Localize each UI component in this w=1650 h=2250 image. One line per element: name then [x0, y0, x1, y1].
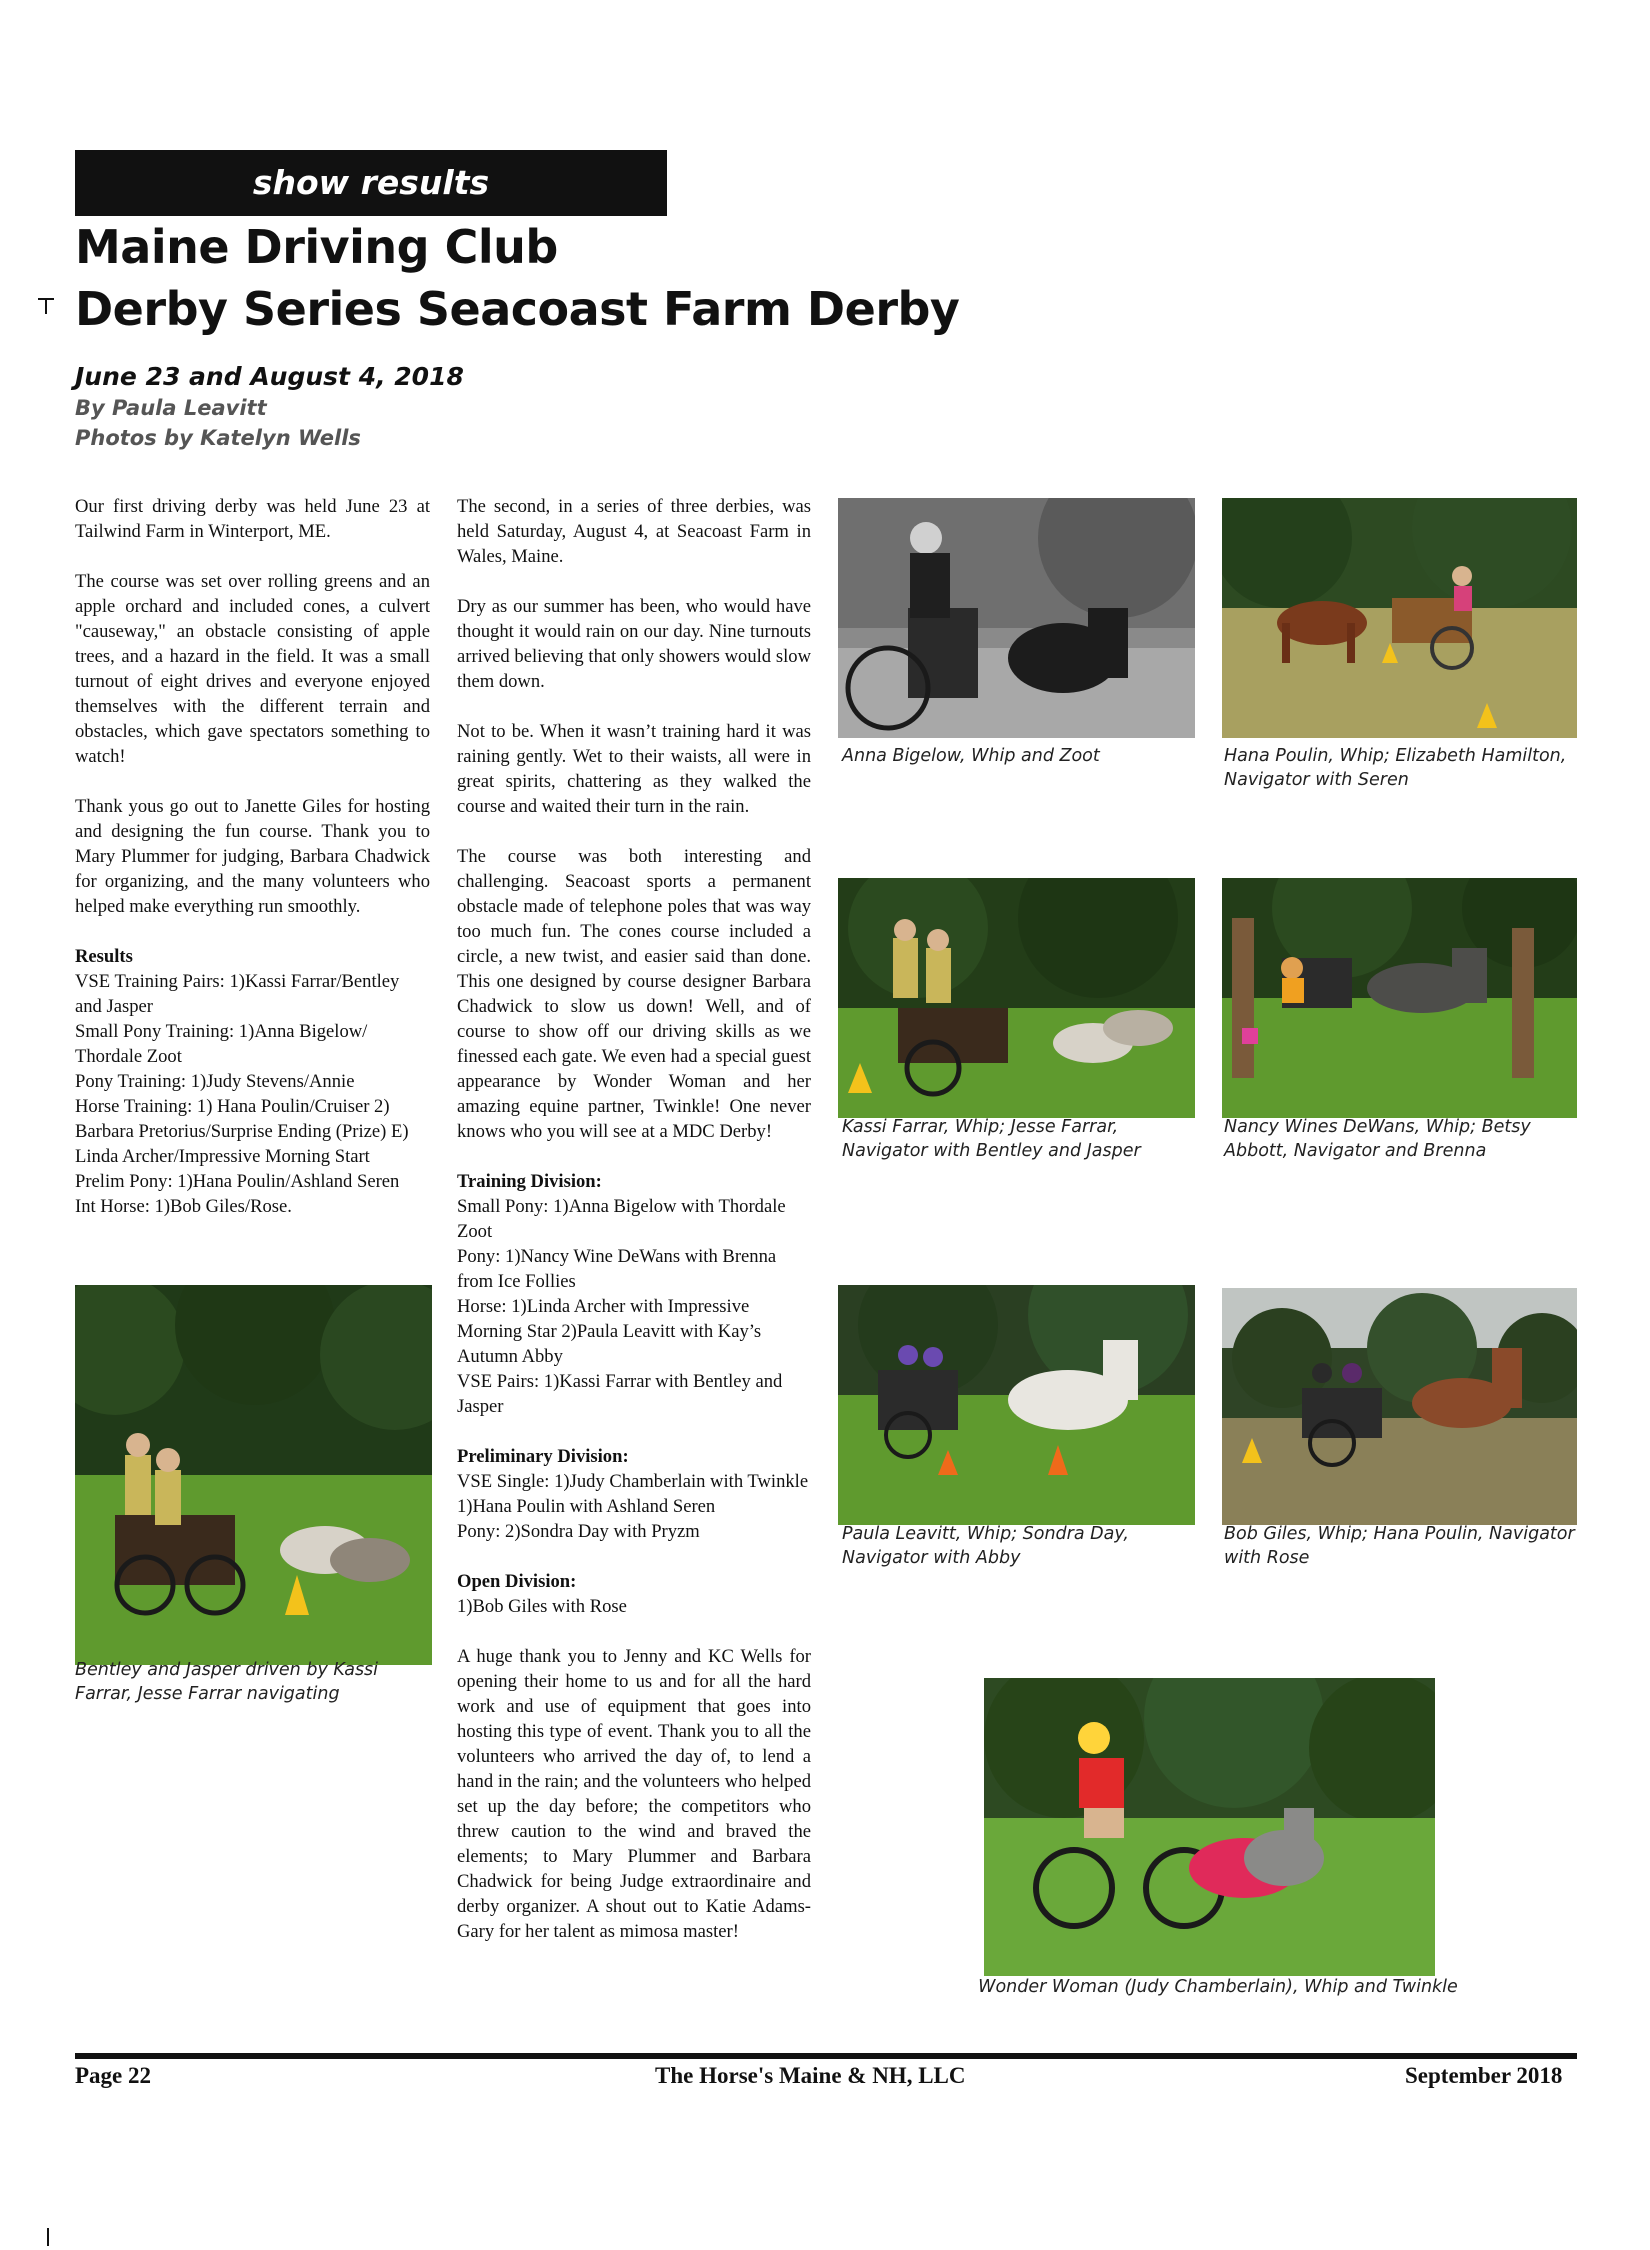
footer-rule: [75, 2053, 1577, 2059]
photo-nancy-dewans: [1222, 878, 1577, 1118]
paragraph: Thank yous go out to Janette Giles for hosting and designing the fun course. Thank you to Mary Plummer for judging, Barbara Chadwick for organizing, and the many volunteers who helped make everything run smoothly.: [75, 796, 430, 917]
photo-bentley-jasper: [75, 1285, 432, 1665]
dateline: June 23 and August 4, 2018: [75, 362, 464, 391]
open-division-heading: Open Division:: [457, 1571, 577, 1592]
article-column-1: [75, 494, 430, 1244]
preliminary-division-heading: Preliminary Division:: [457, 1446, 629, 1467]
paragraph: The course was both interesting and challenging. Seacoast sports a permanent obstacle made of telephone poles that was way too much fun. The cones course included a circle, a new twist, and easier said than done. This one designed by course designer Barbara Chadwick to slow us down! Well, and of course to show off our driving skills as we finessed each gate. We even had a special guest appearance by Wonder Woman and her amazing equine partner, Twinkle! One never knows who you will see at a MDC Derby!: [457, 846, 811, 1142]
paragraph: Dry as our summer has been, who would have thought it would rain on our day. Nine turnouts arrived believing that only showers would slow them down.: [457, 596, 811, 692]
publication-name: The Horse's Maine & NH, LLC: [655, 2063, 966, 2088]
byline: By Paula Leavitt: [75, 396, 267, 420]
training-division-heading: Training Division:: [457, 1171, 602, 1192]
photo-caption: Hana Poulin, Whip; Elizabeth Hamilton, Navigator with Seren: [1224, 746, 1567, 790]
paragraph: The second, in a series of three derbies, was held Saturday, August 4, at Seacoast Farm in Wales, Maine.: [457, 496, 811, 567]
crop-mark: [38, 298, 54, 314]
paragraph: Not to be. When it wasn’t training hard it was raining gently. Wet to their waists, all were in great spirits, chattering as they walked the course and waited their turn in the rain.: [457, 721, 811, 817]
photo-caption: Paula Leavitt, Whip; Sondra Day, Navigator with Abby: [842, 1524, 1129, 1568]
photo-wonder-woman: [984, 1678, 1435, 1976]
photo-caption: Wonder Woman (Judy Chamberlain), Whip and Twinkle: [978, 1977, 1458, 1997]
crop-mark: [47, 2228, 49, 2246]
photo-caption: Anna Bigelow, Whip and Zoot: [842, 746, 1100, 766]
paragraph: The course was set over rolling greens and an apple orchard and included cones, a culvert "causeway," an obstacle consisting of apple trees, and a hazard in the field. It was a small turnout of eight drives and everyone enjoyed themselves with the different terrain and obstacles, which gave spectators something to watch!: [75, 571, 430, 767]
photo-caption: Bob Giles, Whip; Hana Poulin, Navigator with Rose: [1224, 1524, 1575, 1568]
photo-credit: Photos by Katelyn Wells: [75, 426, 361, 450]
section-banner: show results: [75, 150, 667, 216]
photo-anna-bigelow: [838, 498, 1195, 738]
photo-caption: Nancy Wines DeWans, Whip; Betsy Abbott, Navigator and Brenna: [1224, 1117, 1531, 1161]
photo-caption: Kassi Farrar, Whip; Jesse Farrar, Navigator with Bentley and Jasper: [842, 1117, 1141, 1161]
page-number: Page 22: [75, 2063, 152, 2088]
article-column-2: [457, 494, 811, 1969]
results-heading: Results: [75, 946, 133, 967]
open-division-results: 1)Bob Giles with Rose: [457, 1596, 627, 1617]
results-list: VSE Training Pairs: 1)Kassi Farrar/Bentley and Jasper Small Pony Training: 1)Anna Bigelow/ Thordale Zoot Pony Training: 1)Judy Stevens/Annie Horse Training: 1) Hana Poulin/Cruiser 2) Barbara Pretorius/Surprise Ending (Prize) E) Linda Archer/Impressive Morning Start Prelim Pony: 1)Hana Poulin/Ashland Seren Int Horse: 1)Bob Giles/Rose.: [75, 971, 409, 1217]
headline-line-1: Maine Driving Club: [75, 220, 558, 274]
paragraph: A huge thank you to Jenny and KC Wells for opening their home to us and for all the hard work and use of equipment that goes into hosting this type of event. Thank you to all the volunteers who arrived the day of, to lend a hand in the rain; and the volunteers who helped set up the day before; the competitors who threw caution to the wind and braved the elements; to Mary Plummer and Barbara Chadwick for being Judge extraordinaire and derby organizer. A shout out to Katie Adams-Gary for her talent as mimosa master!: [457, 1646, 811, 1942]
preliminary-division-results: VSE Single: 1)Judy Chamberlain with Twinkle 1)Hana Poulin with Ashland Seren Pony: 2)Sondra Day with Pryzm: [457, 1471, 809, 1542]
training-division-results: Small Pony: 1)Anna Bigelow with Thordale Zoot Pony: 1)Nancy Wine DeWans with Brenna from Ice Follies Horse: 1)Linda Archer with Impressive Morning Star 2)Paula Leavitt with Kay’s Autumn Abby VSE Pairs: 1)Kassi Farrar with Bentley and Jasper: [457, 1196, 786, 1417]
headline-line-2: Derby Series Seacoast Farm Derby: [75, 282, 960, 336]
photo-paula-leavitt: [838, 1285, 1195, 1525]
photo-hana-poulin: [1222, 498, 1577, 738]
paragraph: Our first driving derby was held June 23 at Tailwind Farm in Winterport, ME.: [75, 496, 430, 542]
issue-date: September 2018: [1405, 2063, 1563, 2088]
photo-caption: Bentley and Jasper driven by Kassi Farrar, Jesse Farrar navigating: [75, 1660, 379, 1704]
photo-kassi-farrar: [838, 878, 1195, 1118]
photo-bob-giles: [1222, 1288, 1577, 1525]
